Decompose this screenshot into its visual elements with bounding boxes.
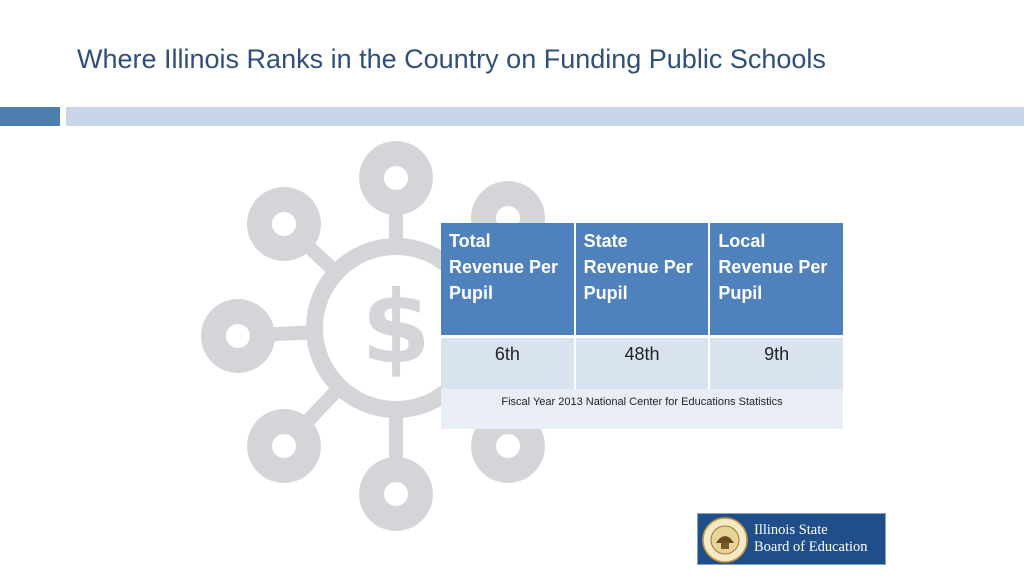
- table-row: [441, 335, 843, 389]
- logo-line-2: Board of Education: [754, 539, 868, 555]
- header-local-revenue: Local Revenue Per Pupil: [710, 223, 843, 335]
- accent-bar: [0, 107, 60, 126]
- title-underline-bar: [66, 107, 1024, 126]
- table-header-row: [441, 223, 843, 335]
- header-state-revenue: State Revenue Per Pupil: [576, 223, 711, 335]
- logo-line-1: Illinois State: [754, 522, 828, 538]
- source-note: Fiscal Year 2013 National Center for Educations Statistics: [441, 389, 843, 429]
- ranking-table: [441, 223, 843, 429]
- dollar-sign: $: [361, 269, 431, 386]
- rank-total-revenue: 6th: [441, 335, 576, 389]
- rank-state-revenue: 48th: [576, 335, 711, 389]
- rank-local-revenue: 9th: [710, 335, 843, 389]
- header-total-revenue: Total Revenue Per Pupil: [441, 223, 576, 335]
- logo-text: [754, 522, 868, 556]
- state-seal-icon: [702, 517, 748, 563]
- table-source-row: [441, 389, 843, 429]
- isbe-logo: [697, 513, 886, 565]
- slide-title: Where Illinois Ranks in the Country on Funding Public Schools: [77, 44, 826, 74]
